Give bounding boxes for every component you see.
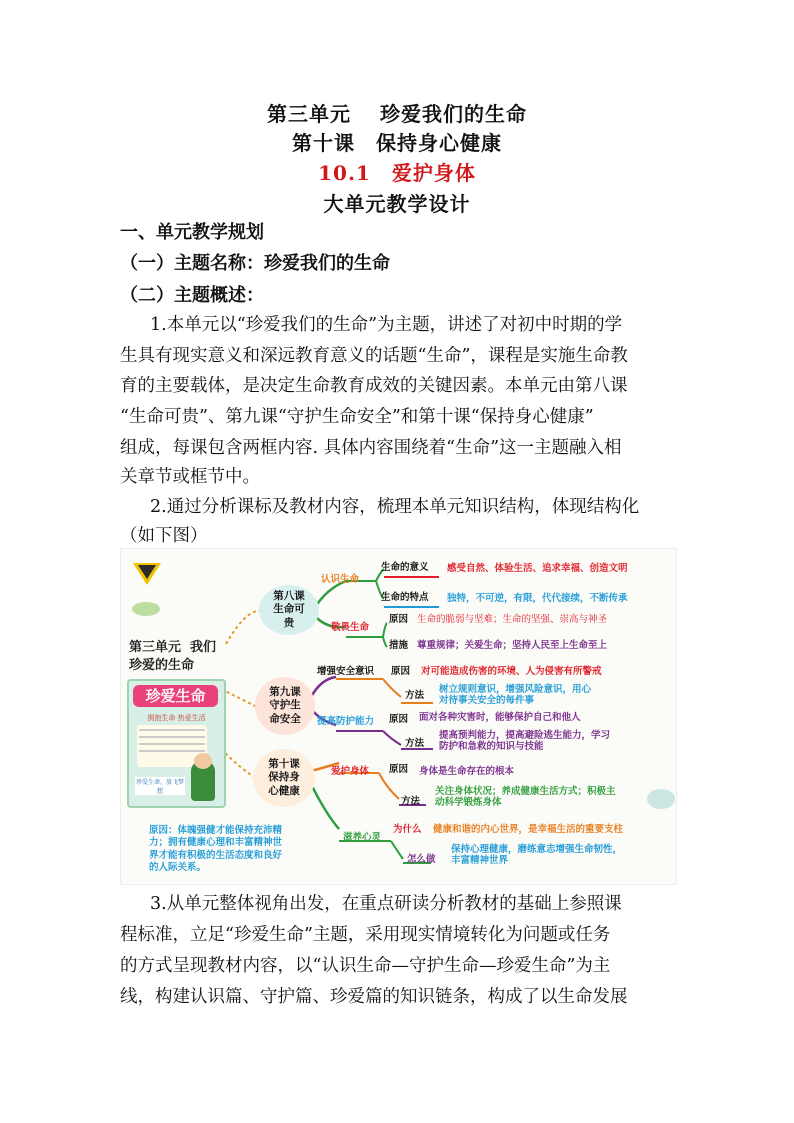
- node-zengqiang: 增强安全意识: [317, 666, 375, 677]
- heading-3: （二）主题概述：: [120, 285, 264, 306]
- ah-yuanyin-label: 原因: [389, 764, 409, 775]
- tg-yuanyin-label: 原因: [389, 714, 409, 725]
- ah-fangfa: 关注身体状况；养成健康生活方式；积极主 动科学锻炼身体: [435, 786, 616, 808]
- jingwei-yuanyin: 生命的脆弱与坚难；生命的坚强、崇高与神圣: [417, 614, 608, 625]
- lesson-title: 第十课 保持身心健康: [292, 131, 502, 155]
- jingwei-cuoshi-label: 措施: [389, 640, 409, 651]
- tg-yuanyin: 面对各种灾害时，能够保护自己和他人: [419, 712, 581, 723]
- poster-subtitle: 拥抱生命 热爱生活: [147, 714, 206, 722]
- lesson10-node: 第十课 保持身 心健康: [253, 749, 315, 807]
- node-renshi: 认识生命: [321, 574, 360, 585]
- para1-line2: 生具有现实意义和深远教育意义的话题“生命”，课程是实施生命教: [120, 346, 628, 366]
- para3-line2: 程标准，立足“珍爱生命”主题，采用现实情境转化为问题或任务: [120, 925, 611, 945]
- lesson8-node: 第八课 生命可 贵: [259, 585, 319, 635]
- tg-fangfa: 提高预判能力，提高避险逃生能力，学习 防护和急救的知识与技能: [439, 730, 611, 752]
- node-jingwei: 敬畏生命: [331, 622, 370, 633]
- para2-line1: 2.通过分析课标及教材内容，梳理本单元知识结构，体现结构化: [150, 497, 640, 517]
- design-title: 大单元教学设计: [323, 192, 471, 216]
- zq-yuanyin: 对可能造成伤害的环境、人为侵害有所警戒: [421, 666, 602, 677]
- heading-2: （一）主题名称：珍爱我们的生命: [120, 253, 390, 274]
- tg-fangfa-label: 方法: [405, 738, 425, 749]
- map-unit-title: 第三单元 我们 珍爱的生命: [129, 640, 217, 674]
- para1-line6: 关章节或框节中。: [120, 467, 260, 487]
- zq-fangfa: 树立规则意识，增强风险意识，用心 对待事关安全的每件事: [439, 684, 592, 706]
- unit-title: 第三单元 珍爱我们的生命: [267, 102, 527, 126]
- node-tedian: 生命的特点: [381, 592, 429, 603]
- para1-line5: 组成，每课包含两框内容. 具体内容围绕着“生命”这一主题融入相: [120, 438, 622, 458]
- node-tigao: 提高防护能力: [317, 716, 375, 727]
- weishenme-label: 为什么: [393, 824, 422, 835]
- ah-fangfa-label: 方法: [401, 796, 421, 807]
- jingwei-cuoshi: 尊重规律；关爱生命；坚持人民至上生命至上: [417, 640, 608, 651]
- para1-line3: 育的主要载体，是决定生命教育成效的关键因素。本单元由第八课: [120, 376, 628, 396]
- heading-1: 一、单元教学规划: [120, 222, 264, 243]
- node-ziyang: 滋养心灵: [343, 832, 382, 843]
- poster-slogan: 珍爱生命，放飞梦想: [135, 779, 184, 795]
- jingwei-yuanyin-label: 原因: [389, 614, 409, 625]
- para3-line1: 3.从单元整体视角出发，在重点研读分析教材的基础上参照课: [150, 894, 622, 914]
- zq-yuanyin-label: 原因: [391, 666, 411, 677]
- para3-line3: 的方式呈现教材内容，以“认识生命—守护生命—珍爱生命”为主: [120, 956, 611, 976]
- para2-line2: （如下图）: [120, 526, 208, 546]
- knowledge-mindmap: [120, 548, 677, 885]
- map-bottom-note: 原因：体魄强健才能保持充沛精 力；拥有健康心理和丰富精神世 界才能有积极的生活态度和良好 的人际关系。: [149, 825, 283, 874]
- tedian-text: 独特，不可逆，有限，代代接续，不断传承: [447, 593, 628, 604]
- zenmezuo-text: 保持心理健康，磨练意志增强生命韧性， 丰富精神世界: [451, 844, 623, 866]
- para3-line4: 线，构建认识篇、守护篇、珍爱篇的知识链条，构成了以生命发展: [120, 987, 628, 1007]
- ah-yuanyin: 身体是生命存在的根本: [419, 766, 515, 777]
- poster-image: [127, 679, 226, 808]
- poster-title: 珍爱生命: [133, 685, 218, 707]
- section-title: 10.1 爱护身体: [318, 161, 476, 185]
- node-aihu: 爱护身体: [331, 766, 370, 777]
- zenmezuo-label: 怎么做: [407, 854, 436, 865]
- para1-line1: 1.本单元以“珍爱我们的生命”为主题，讲述了对初中时期的学: [150, 315, 623, 335]
- yiyi-text: 感受自然、体验生活、追求幸福、创造文明: [447, 563, 628, 574]
- node-yiyi: 生命的意义: [381, 562, 429, 573]
- lesson9-node: 第九课 守护生 命安全: [255, 677, 315, 735]
- para1-line4: “生命可贵”、第九课“守护生命安全”和第十课“保持身心健康”: [120, 407, 594, 427]
- zq-fangfa-label: 方法: [405, 690, 425, 701]
- weishenme-text: 健康和谐的内心世界，是幸福生活的重要支柱: [433, 824, 624, 835]
